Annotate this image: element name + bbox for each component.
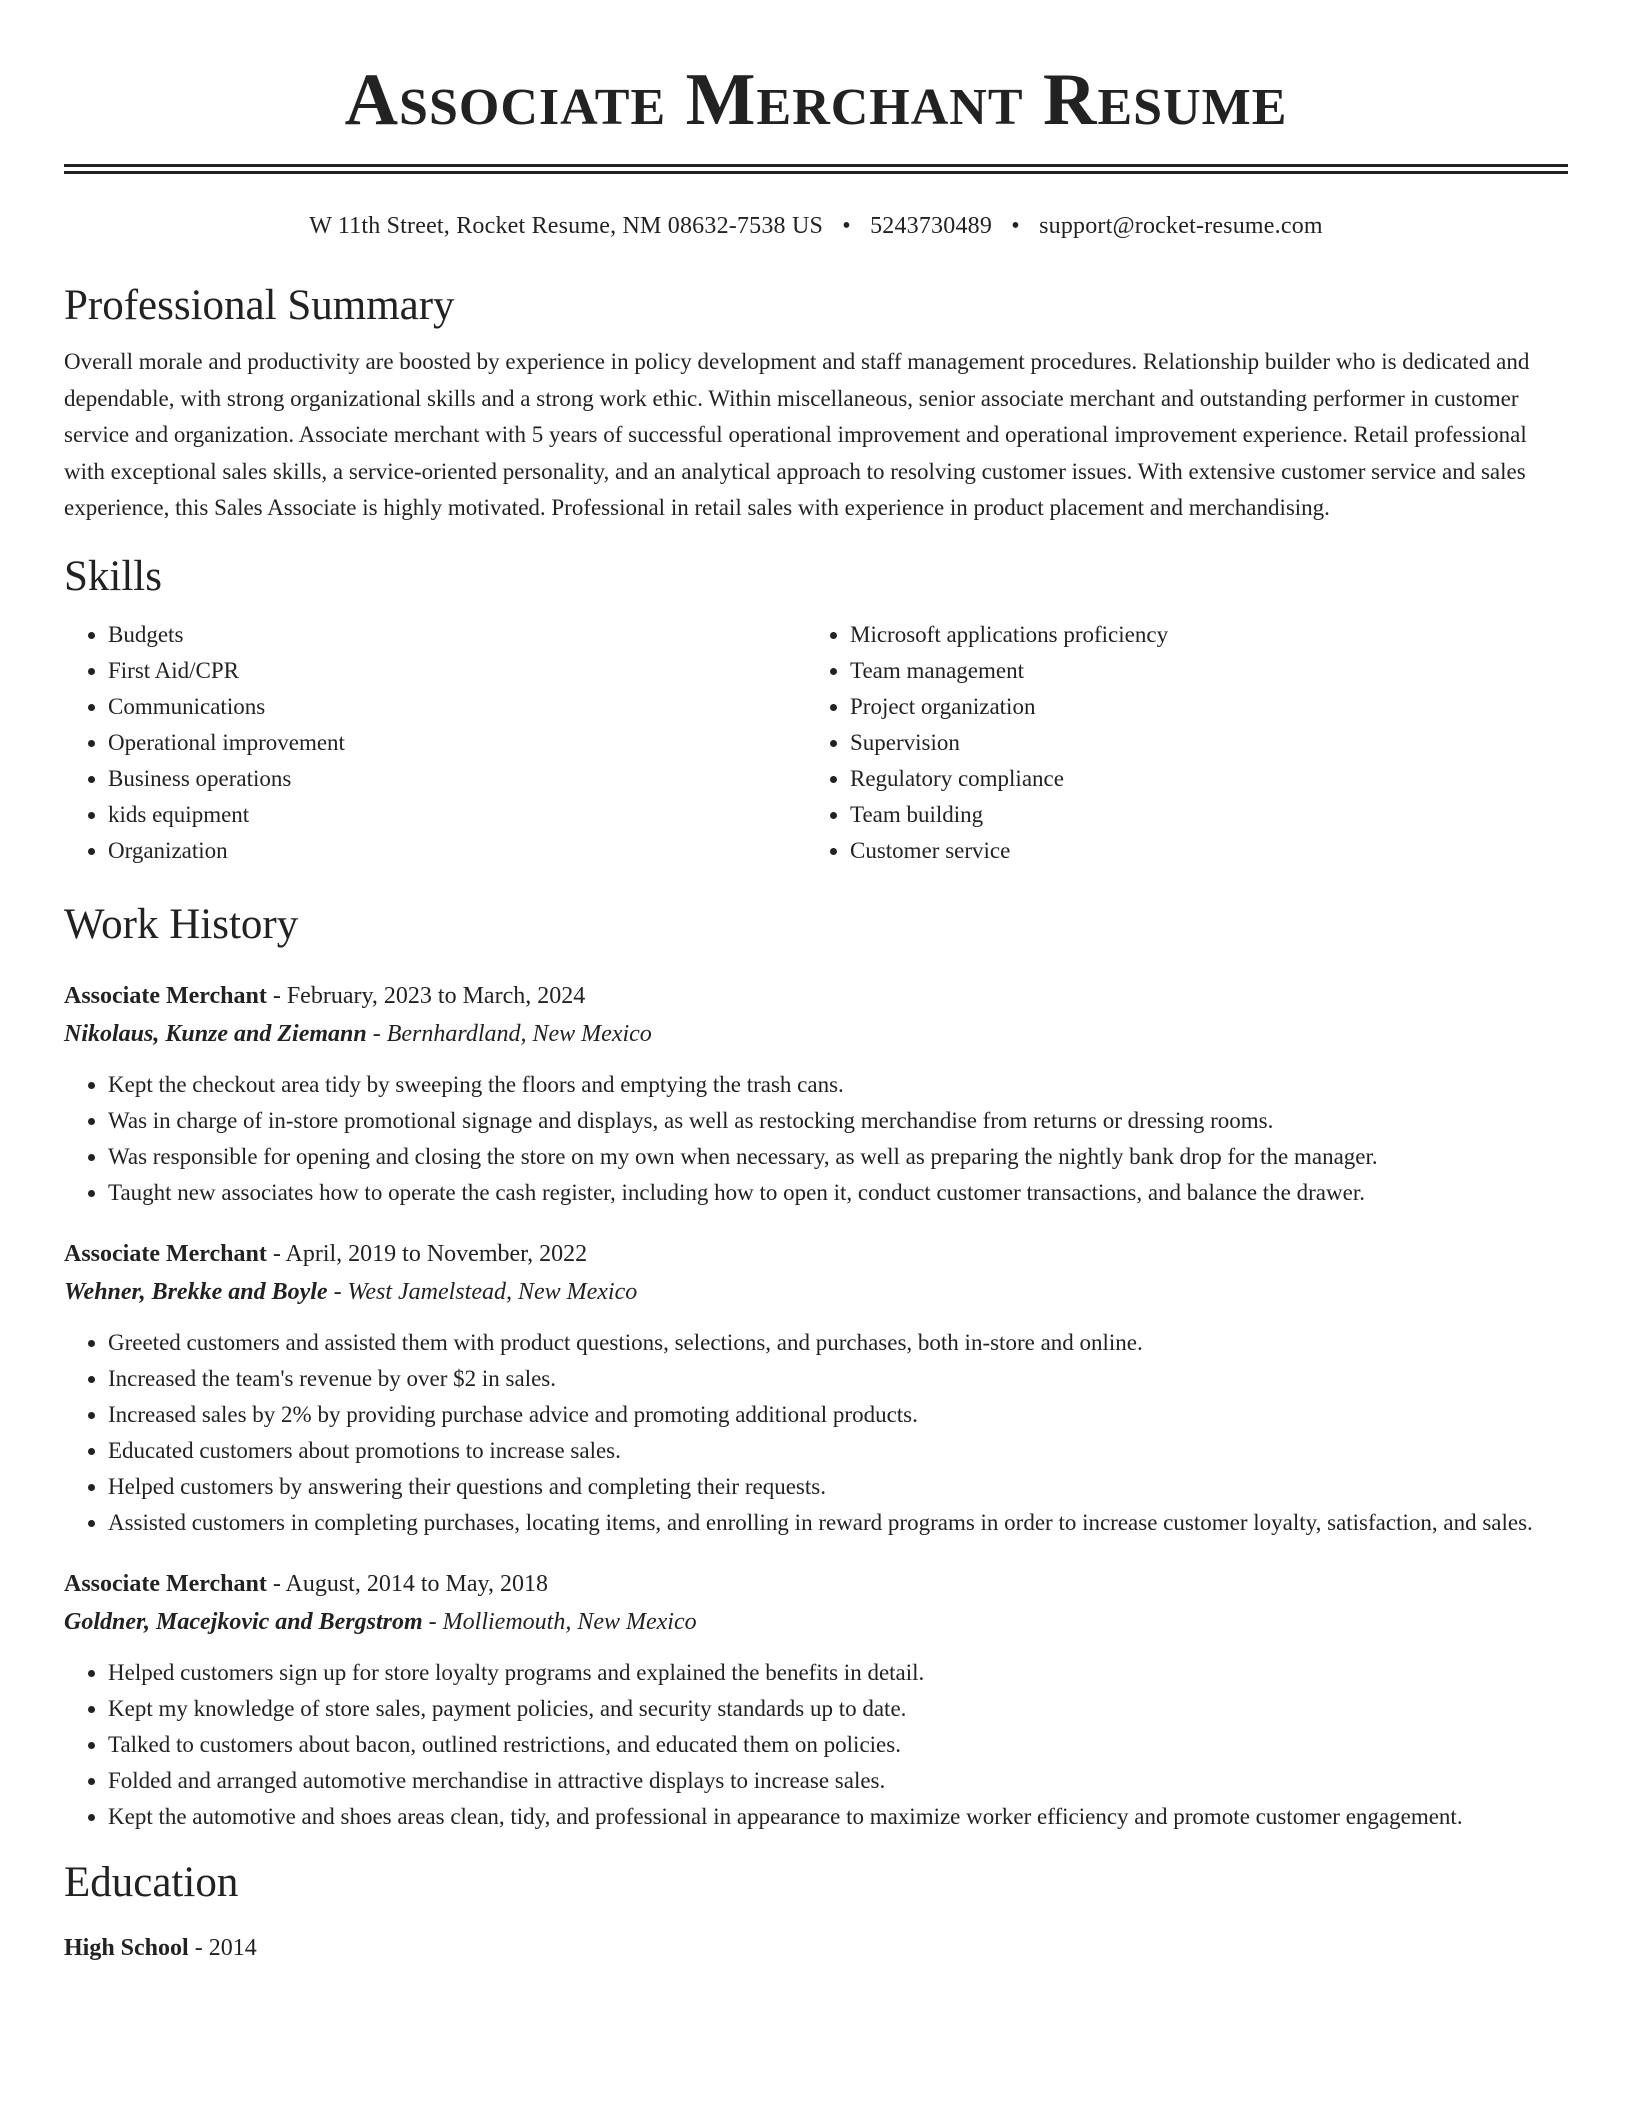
job-dates: - August, 2014 to May, 2018 — [266, 1570, 548, 1597]
job-dates: - February, 2023 to March, 2024 — [266, 982, 586, 1009]
job-bullet: • Folded and arranged automotive merchandise in attractive displays to increase sales. — [108, 1763, 1568, 1799]
contact-phone: 5243730489 — [870, 213, 993, 239]
contact-address: W 11th Street, Rocket Resume, NM 08632-7538 US — [309, 213, 824, 239]
job-bullets — [64, 1067, 1568, 1211]
education-year: - 2014 — [188, 1934, 257, 1961]
job-bullets — [64, 1655, 1568, 1835]
skill-item: • Budgets — [108, 617, 806, 653]
skill-item: • Project organization — [850, 689, 1548, 725]
contact-line — [64, 210, 1568, 242]
job-bullet: • Helped customers by answering their questions and completing their requests. — [108, 1469, 1568, 1505]
job-header — [64, 1565, 1568, 1603]
skill-item: • Business operations — [108, 761, 806, 797]
skill-item: • Regulatory compliance — [850, 761, 1548, 797]
skills-grid — [64, 617, 1568, 869]
skills-heading: Skills — [64, 552, 162, 600]
job-dates: - April, 2019 to November, 2022 — [266, 1240, 588, 1267]
job-company-line — [64, 1273, 1568, 1311]
skills-list-right — [806, 617, 1548, 869]
job-title: Associate Merchant — [64, 982, 267, 1009]
job-bullet: • Was responsible for opening and closing the store on my own when necessary, as well as preparing the nightly bank drop for the manager. — [108, 1139, 1568, 1175]
job-company-line — [64, 1015, 1568, 1053]
contact-separator: • — [1011, 213, 1020, 239]
job-bullet: • Taught new associates how to operate the cash register, including how to open it, conduct customer transactions, and balance the drawer. — [108, 1175, 1568, 1211]
skill-item: • Microsoft applications proficiency — [850, 617, 1548, 653]
job-bullet: • Helped customers sign up for store loyalty programs and explained the benefits in detail. — [108, 1655, 1568, 1691]
job-location: - Molliemouth, New Mexico — [422, 1608, 697, 1635]
job-location: - Bernhardland, New Mexico — [366, 1020, 652, 1047]
education-entry — [64, 1929, 1568, 1967]
job-bullet: • Increased sales by 2% by providing purchase advice and promoting additional products. — [108, 1397, 1568, 1433]
contact-email: support@rocket-resume.com — [1039, 213, 1323, 239]
contact-separator: • — [842, 213, 851, 239]
education-school: High School — [64, 1934, 189, 1961]
skill-item: • First Aid/CPR — [108, 653, 806, 689]
title-divider — [64, 164, 1568, 174]
skill-item: • kids equipment — [108, 797, 806, 833]
job-entry — [64, 1565, 1568, 1835]
skill-item: • Operational improvement — [108, 725, 806, 761]
resume-title: Associate Merchant Resume — [344, 59, 1288, 141]
job-entry — [64, 977, 1568, 1211]
job-bullet: • Kept the automotive and shoes areas clean, tidy, and professional in appearance to maximize worker efficiency and promote customer engagement. — [108, 1799, 1568, 1835]
job-title: Associate Merchant — [64, 1240, 267, 1267]
job-bullet: • Kept my knowledge of store sales, payment policies, and security standards up to date. — [108, 1691, 1568, 1727]
job-bullet: • Increased the team's revenue by over $2 in sales. — [108, 1361, 1568, 1397]
skills-list-left — [64, 617, 806, 869]
work-history-heading: Work History — [64, 900, 299, 948]
job-company-line — [64, 1603, 1568, 1641]
job-bullet: • Was in charge of in-store promotional signage and displays, as well as restocking merchandise from returns or dressing rooms. — [108, 1103, 1568, 1139]
job-title: Associate Merchant — [64, 1570, 267, 1597]
job-company: Nikolaus, Kunze and Ziemann — [64, 1020, 367, 1047]
job-header — [64, 977, 1568, 1015]
job-header — [64, 1235, 1568, 1273]
job-bullet: • Educated customers about promotions to increase sales. — [108, 1433, 1568, 1469]
summary-text: Overall morale and productivity are boosted by experience in policy development and staff management procedures. Relationship builder who is dedicated and dependable, with strong organizational skills and a strong work ethic. Within miscellaneous, senior associate merchant and outstanding performer in customer service and organization. Associate merchant with 5 years of successful operational improvement and operational improvement experience. Retail professional with exceptional sales skills, a service-oriented personality, and an analytical approach to resolving customer issues. With extensive customer service and sales experience, this Sales Associate is highly motivated. Professional in retail sales with experience in product placement and merchandising. — [64, 349, 1530, 520]
skill-item: • Team building — [850, 797, 1548, 833]
job-bullets — [64, 1325, 1568, 1541]
job-bullet: • Assisted customers in completing purchases, locating items, and enrolling in reward programs in order to increase customer loyalty, satisfaction, and sales. — [108, 1505, 1568, 1541]
job-bullet: • Talked to customers about bacon, outlined restrictions, and educated them on policies. — [108, 1727, 1568, 1763]
job-bullet: • Greeted customers and assisted them with product questions, selections, and purchases, both in-store and online. — [108, 1325, 1568, 1361]
skill-item: • Team management — [850, 653, 1548, 689]
resume-page — [64, 0, 1568, 1967]
job-company: Wehner, Brekke and Boyle — [64, 1278, 328, 1305]
job-bullet: • Kept the checkout area tidy by sweeping the floors and emptying the trash cans. — [108, 1067, 1568, 1103]
education-heading: Education — [64, 1858, 239, 1906]
summary-heading: Professional Summary — [64, 282, 455, 329]
job-entry — [64, 1235, 1568, 1541]
skill-item: • Organization — [108, 833, 806, 869]
skill-item: • Supervision — [850, 725, 1548, 761]
skill-item: • Communications — [108, 689, 806, 725]
skill-item: • Customer service — [850, 833, 1548, 869]
job-company: Goldner, Macejkovic and Bergstrom — [64, 1608, 423, 1635]
job-location: - West Jamelstead, New Mexico — [327, 1278, 638, 1305]
